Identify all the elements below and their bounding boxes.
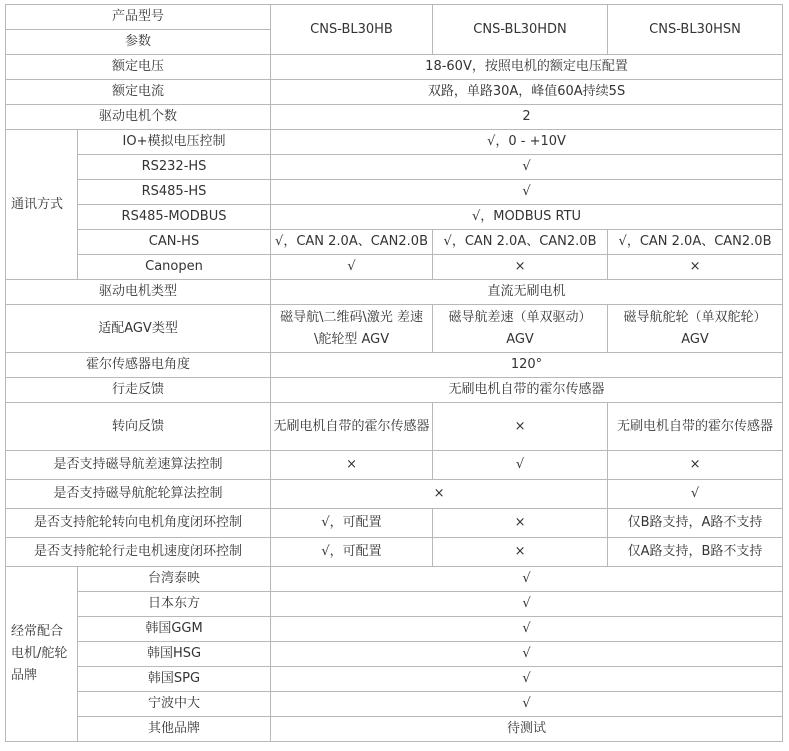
row-comm-rs232 <box>6 155 783 180</box>
can-value-hdn: √，CAN 2.0A、CAN2.0B <box>433 230 608 255</box>
steer-angle-loop-hb: √，可配置 <box>271 509 433 538</box>
param-label: 参数 <box>6 30 271 55</box>
canopen-value-hsn: × <box>608 255 783 280</box>
canopen-value-hdn: × <box>433 255 608 280</box>
agv-type-hdn: 磁导航差速（单双驱动）AGV <box>433 305 608 353</box>
brand-value: √ <box>271 592 783 617</box>
row-comm-rs485 <box>6 180 783 205</box>
product-model-label: 产品型号 <box>6 5 271 30</box>
current-value: 双路，单路30A，峰值60A持续5S <box>271 80 783 105</box>
row-motor-type <box>6 280 783 305</box>
brand-label: 韩国GGM <box>78 617 271 642</box>
mag-diff-hdn: √ <box>433 451 608 480</box>
agv-type-hsn: 磁导航舵轮（单双舵轮）AGV <box>608 305 783 353</box>
row-voltage <box>6 55 783 80</box>
can-value-hsn: √，CAN 2.0A、CAN2.0B <box>608 230 783 255</box>
steer-speed-loop-hsn: 仅A路支持，B路不支持 <box>608 538 783 567</box>
hall-angle-value: 120° <box>271 353 783 378</box>
model-hdn: CNS-BL30HDN <box>433 5 608 55</box>
rs232-value: √ <box>271 155 783 180</box>
steer-feedback-hb: 无刷电机自带的霍尔传感器 <box>271 403 433 451</box>
row-comm-io <box>6 130 783 155</box>
brand-label: 其他品牌 <box>78 717 271 742</box>
mag-diff-hsn: × <box>608 451 783 480</box>
brand-label: 韩国HSG <box>78 642 271 667</box>
header-row-product <box>6 5 783 30</box>
motor-count-value: 2 <box>271 105 783 130</box>
brand-value: √ <box>271 692 783 717</box>
row-steer-feedback <box>6 403 783 451</box>
steer-angle-loop-label: 是否支持舵轮转向电机角度闭环控制 <box>6 509 271 538</box>
rs232-label: RS232-HS <box>78 155 271 180</box>
mag-diff-hb: × <box>271 451 433 480</box>
mag-diff-label: 是否支持磁导航差速算法控制 <box>6 451 271 480</box>
motor-type-value: 直流无刷电机 <box>271 280 783 305</box>
comm-group-label: 通讯方式 <box>6 130 78 280</box>
row-agv-type <box>6 305 783 353</box>
row-brand <box>6 717 783 742</box>
steer-angle-loop-hdn: × <box>433 509 608 538</box>
canopen-value-hb: √ <box>271 255 433 280</box>
model-hb: CNS-BL30HB <box>271 5 433 55</box>
can-label: CAN-HS <box>78 230 271 255</box>
row-current <box>6 80 783 105</box>
brand-value: √ <box>271 567 783 592</box>
modbus-value: √，MODBUS RTU <box>271 205 783 230</box>
hall-angle-label: 霍尔传感器电角度 <box>6 353 271 378</box>
row-mag-diff <box>6 451 783 480</box>
row-comm-modbus <box>6 205 783 230</box>
spec-table <box>5 4 783 742</box>
motor-type-label: 驱动电机类型 <box>6 280 271 305</box>
row-brand <box>6 567 783 592</box>
row-steer-angle-loop <box>6 509 783 538</box>
travel-feedback-value: 无刷电机自带的霍尔传感器 <box>271 378 783 403</box>
row-hall-angle <box>6 353 783 378</box>
voltage-value: 18-60V，按照电机的额定电压配置 <box>271 55 783 80</box>
mag-steer-hsn: √ <box>608 480 783 509</box>
agv-type-label: 适配AGV类型 <box>6 305 271 353</box>
brand-value: 待测试 <box>271 717 783 742</box>
row-comm-canopen <box>6 255 783 280</box>
row-travel-feedback <box>6 378 783 403</box>
model-hsn: CNS-BL30HSN <box>608 5 783 55</box>
steer-feedback-label: 转向反馈 <box>6 403 271 451</box>
brand-value: √ <box>271 642 783 667</box>
io-value: √，0 - +10V <box>271 130 783 155</box>
row-motor-count <box>6 105 783 130</box>
brand-group-label: 经常配合电机/舵轮品牌 <box>6 567 78 742</box>
agv-type-hb: 磁导航\二维码\激光 差速\舵轮型 AGV <box>271 305 433 353</box>
row-brand <box>6 667 783 692</box>
modbus-label: RS485-MODBUS <box>78 205 271 230</box>
steer-speed-loop-hdn: × <box>433 538 608 567</box>
row-steer-speed-loop <box>6 538 783 567</box>
row-brand <box>6 642 783 667</box>
mag-steer-hb-hdn: × <box>271 480 608 509</box>
voltage-label: 额定电压 <box>6 55 271 80</box>
can-value-hb: √，CAN 2.0A、CAN2.0B <box>271 230 433 255</box>
steer-speed-loop-label: 是否支持舵轮行走电机速度闭环控制 <box>6 538 271 567</box>
brand-value: √ <box>271 617 783 642</box>
rs485-label: RS485-HS <box>78 180 271 205</box>
brand-label: 台湾泰映 <box>78 567 271 592</box>
motor-count-label: 驱动电机个数 <box>6 105 271 130</box>
row-mag-steer <box>6 480 783 509</box>
steer-speed-loop-hb: √，可配置 <box>271 538 433 567</box>
row-brand <box>6 617 783 642</box>
brand-label: 韩国SPG <box>78 667 271 692</box>
steer-feedback-hsn: 无刷电机自带的霍尔传感器 <box>608 403 783 451</box>
io-label: IO+模拟电压控制 <box>78 130 271 155</box>
row-comm-can <box>6 230 783 255</box>
row-brand <box>6 592 783 617</box>
canopen-label: Canopen <box>78 255 271 280</box>
steer-feedback-hdn: × <box>433 403 608 451</box>
brand-value: √ <box>271 667 783 692</box>
brand-label: 日本东方 <box>78 592 271 617</box>
row-brand <box>6 692 783 717</box>
steer-angle-loop-hsn: 仅B路支持，A路不支持 <box>608 509 783 538</box>
mag-steer-label: 是否支持磁导航舵轮算法控制 <box>6 480 271 509</box>
current-label: 额定电流 <box>6 80 271 105</box>
travel-feedback-label: 行走反馈 <box>6 378 271 403</box>
rs485-value: √ <box>271 180 783 205</box>
brand-label: 宁波中大 <box>78 692 271 717</box>
